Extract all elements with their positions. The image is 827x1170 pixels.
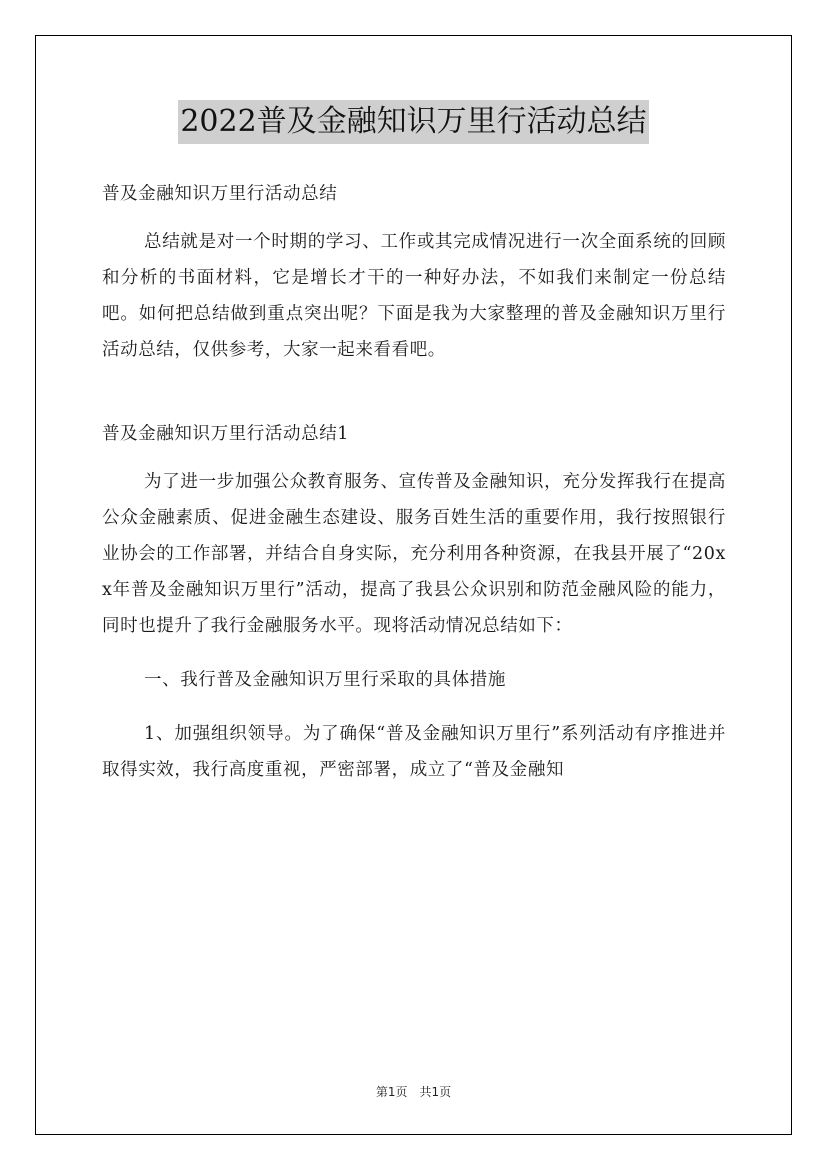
- document-body: [102, 176, 726, 788]
- intro-paragraph: 总结就是对一个时期的学习、工作或其完成情况进行一次全面系统的回顾和分析的书面材料，它是增长才干的一种好办法，不如我们来制定一份总结吧。如何把总结做到重点突出呢？下面是我为大家整理的普及金融知识万里行活动总结，仅供参考，大家一起来看看吧。: [102, 232, 726, 360]
- document-subtitle: 普及金融知识万里行活动总结: [102, 184, 338, 204]
- section1-paragraph-1: 为了进一步加强公众教育服务、宣传普及金融知识，充分发挥我行在提高公众金融素质、促进金融生态建设、服务百姓生活的重要作用，我行按照银行业协会的工作部署，并结合自身实际，充分利用各种资源，在我县开展了“20xx年普及金融知识万里行”活动，提高了我县公众识别和防范金融风险的能力，同时也提升了我行金融服务水平。现将活动情况总结如下：: [102, 472, 726, 636]
- section-heading-1: 普及金融知识万里行活动总结1: [102, 424, 350, 444]
- document-title: 2022普及金融知识万里行活动总结: [178, 100, 648, 144]
- page-total: 共1页: [419, 1085, 452, 1099]
- section1-subheading: 一、我行普及金融知识万里行采取的具体措施: [144, 670, 506, 690]
- title-container: [0, 100, 827, 144]
- page-footer: [0, 1083, 827, 1100]
- section1-paragraph-2: 1、加强组织领导。为了确保“普及金融知识万里行”系列活动有序推进并取得实效，我行高度重视，严密部署，成立了“普及金融知: [102, 724, 726, 780]
- page-number: 第1页: [375, 1085, 408, 1099]
